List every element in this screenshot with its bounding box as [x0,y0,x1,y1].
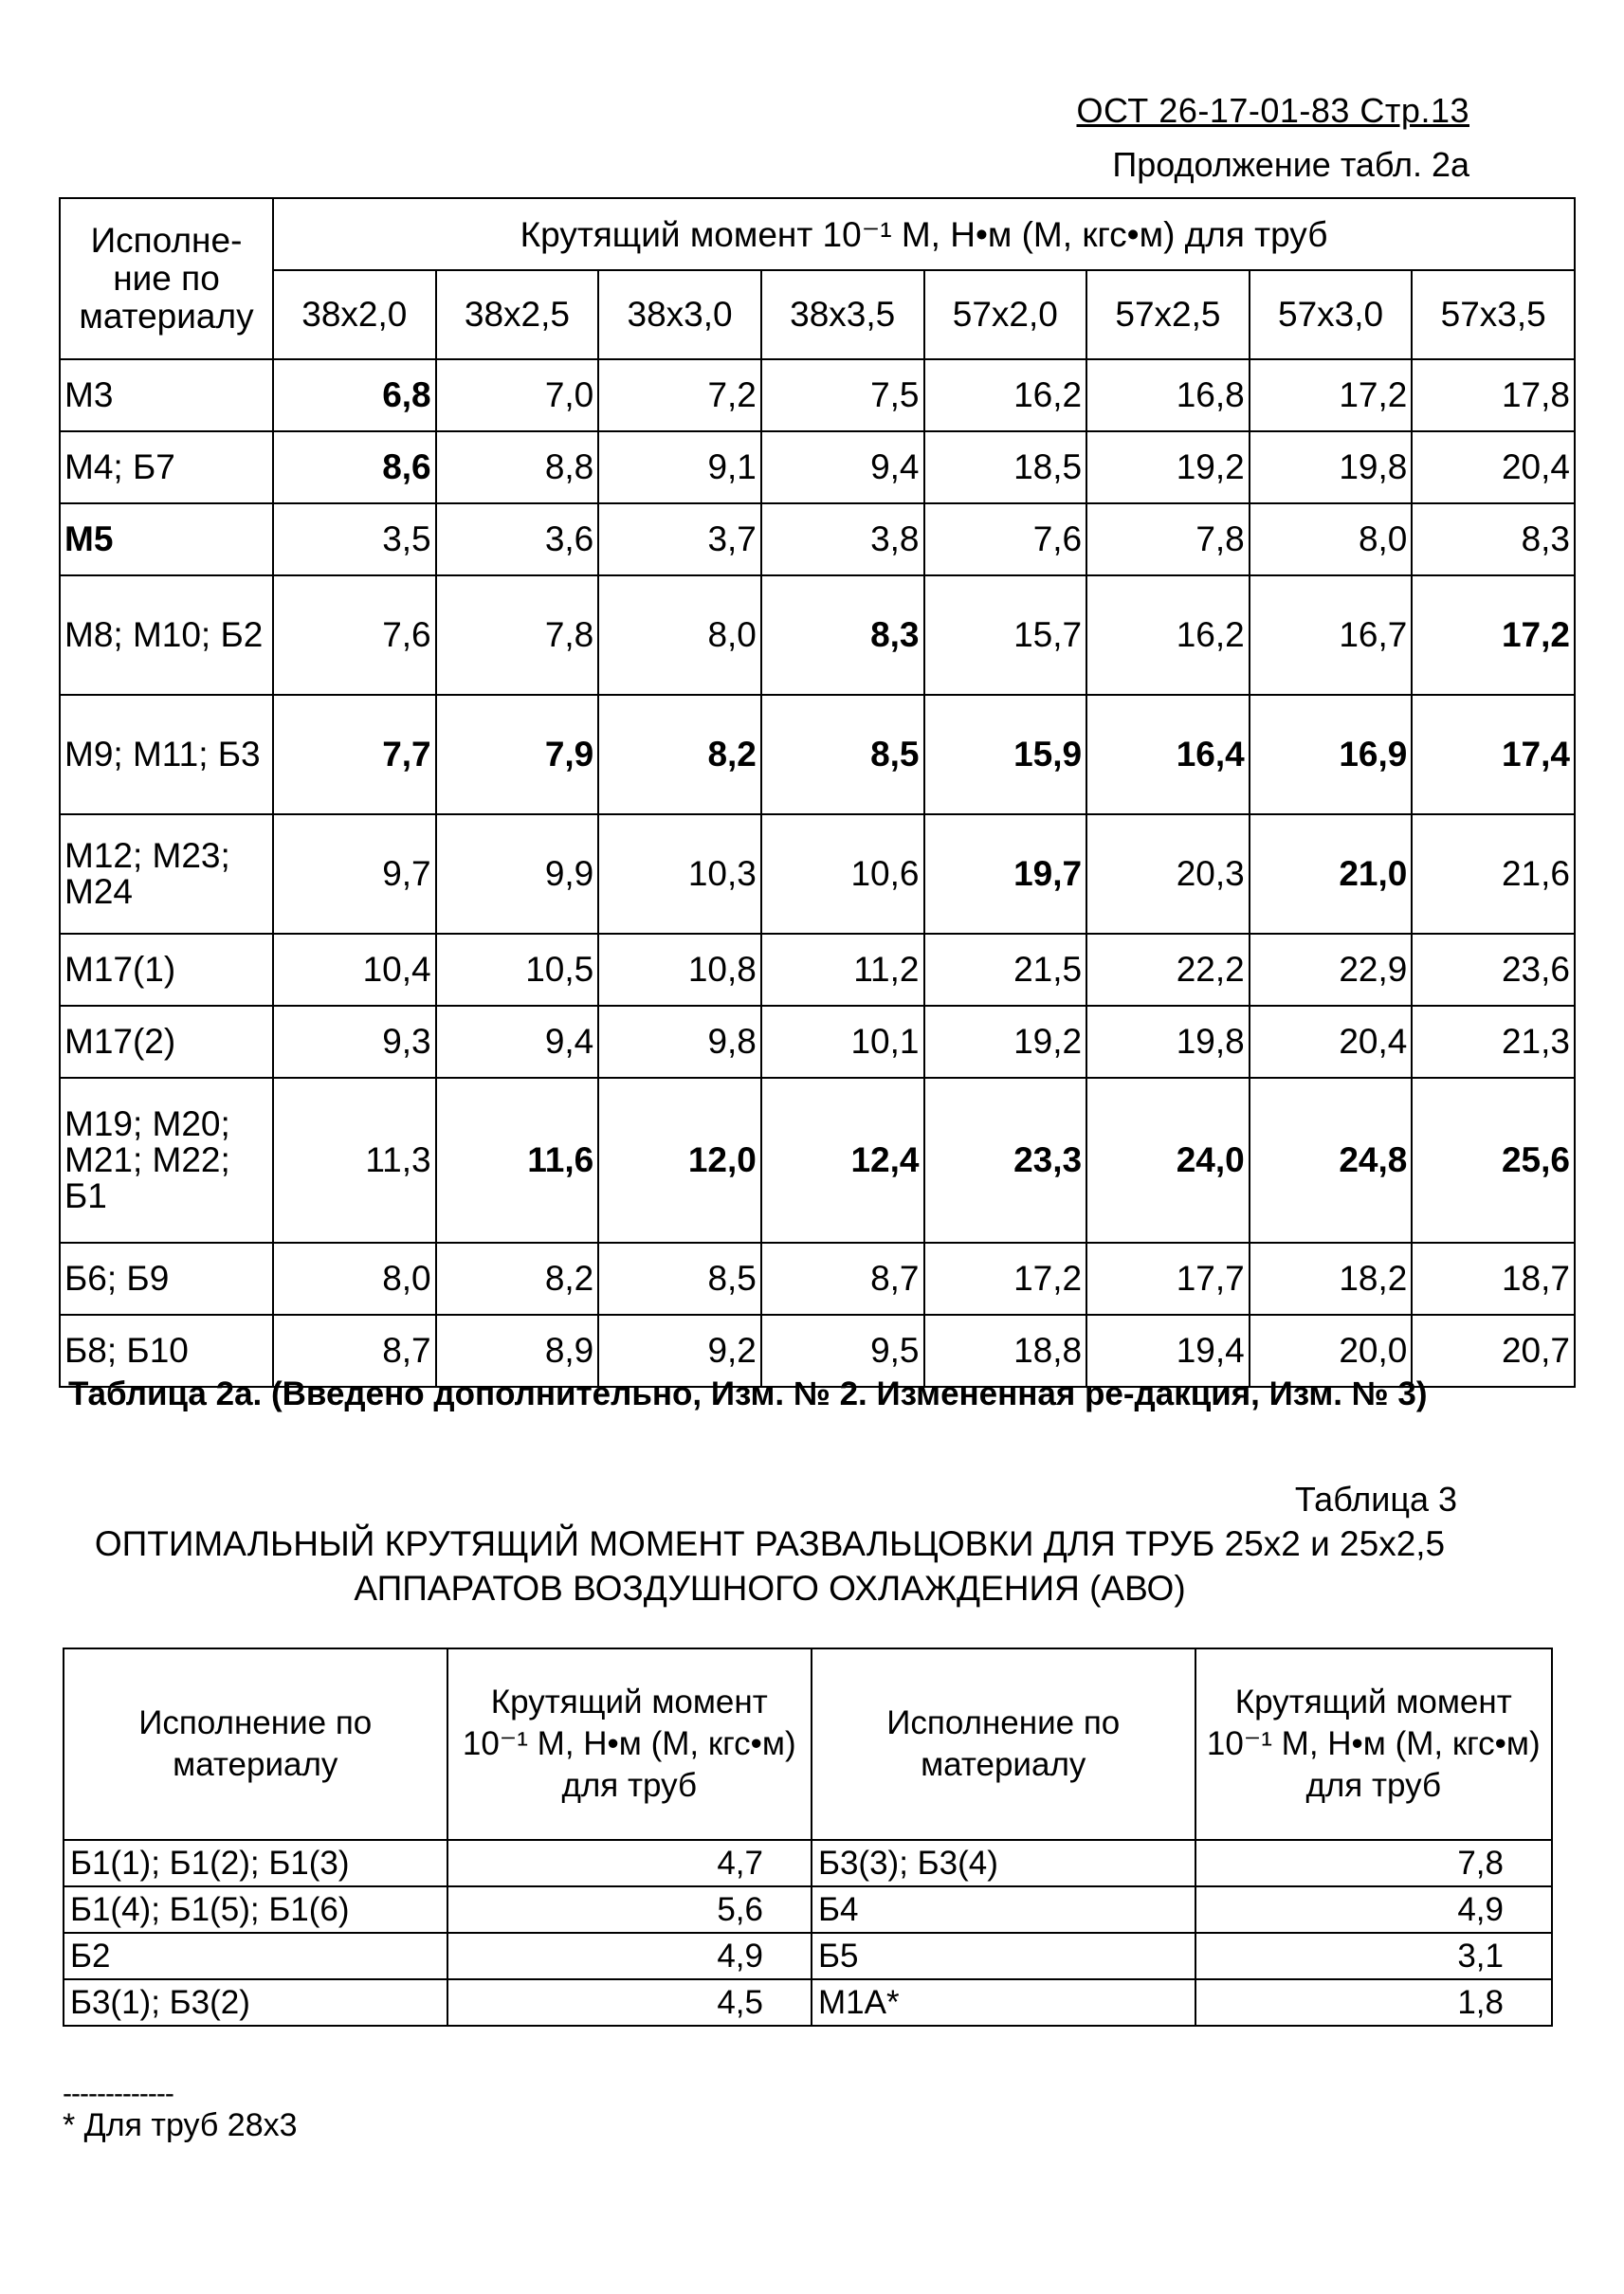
table-row [60,934,1575,1006]
torque-value-cell: 8,2 [436,1243,599,1315]
table-row [60,575,1575,695]
material-cell: М3 [60,359,273,431]
torque-column-group-header: Крутящий момент 10⁻¹ М, Н•м (М, кгс•м) для труб [273,198,1575,270]
material-column-header-left: Исполнение по материалу [64,1648,447,1840]
material-cell: Б3(3); Б3(4) [812,1840,1195,1886]
torque-value-cell: 22,2 [1086,934,1250,1006]
table-row [60,359,1575,431]
torque-value-cell: 10,8 [598,934,761,1006]
material-cell: Б1(1); Б1(2); Б1(3) [64,1840,447,1886]
material-cell: Б1(4); Б1(5); Б1(6) [64,1886,447,1933]
torque-value-cell: 7,6 [924,503,1087,575]
torque-value-cell: 10,3 [598,814,761,934]
pipe-size-header: 38x2,5 [436,270,599,359]
torque-value-cell: 1,8 [1195,1979,1553,2026]
material-cell: Б3(1); Б3(2) [64,1979,447,2026]
material-column-header: Исполне-ние по материалу [60,198,273,359]
table-row [60,1243,1575,1315]
material-cell: М5 [60,503,273,575]
torque-value-cell: 9,4 [761,431,924,503]
table-2a-amendment-note: Таблица 2а. (Введено дополнительно, Изм. № 2. Измененная ре-дакция, Изм. № 3) [68,1375,1428,1412]
torque-value-cell: 12,4 [761,1078,924,1243]
footnote-text: * Для труб 28х3 [63,2107,298,2143]
torque-value-cell: 25,6 [1412,1078,1575,1243]
torque-value-cell: 23,3 [924,1078,1087,1243]
torque-value-cell: 15,7 [924,575,1087,695]
torque-value-cell: 17,2 [1250,359,1413,431]
torque-value-cell: 19,2 [1086,431,1250,503]
torque-value-cell: 4,9 [1195,1886,1553,1933]
torque-value-cell: 4,7 [447,1840,812,1886]
torque-value-cell: 8,9 [436,1315,599,1387]
torque-value-cell: 23,6 [1412,934,1575,1006]
torque-value-cell: 19,4 [1086,1315,1250,1387]
torque-value-cell: 17,8 [1412,359,1575,431]
torque-value-cell: 20,4 [1412,431,1575,503]
torque-value-cell: 16,2 [1086,575,1250,695]
torque-value-cell: 9,4 [436,1006,599,1078]
torque-value-cell: 3,7 [598,503,761,575]
torque-value-cell: 17,2 [924,1243,1087,1315]
torque-value-cell: 8,3 [761,575,924,695]
torque-value-cell: 18,2 [1250,1243,1413,1315]
torque-value-cell: 3,6 [436,503,599,575]
torque-value-cell: 22,9 [1250,934,1413,1006]
torque-value-cell: 16,7 [1250,575,1413,695]
torque-value-cell: 9,8 [598,1006,761,1078]
torque-value-cell: 19,8 [1250,431,1413,503]
torque-value-cell: 20,4 [1250,1006,1413,1078]
table-row [60,1078,1575,1243]
torque-value-cell: 7,6 [273,575,436,695]
material-cell: Б4 [812,1886,1195,1933]
material-cell: М17(1) [60,934,273,1006]
torque-value-cell: 16,8 [1086,359,1250,431]
material-cell: Б6; Б9 [60,1243,273,1315]
torque-value-cell: 17,7 [1086,1243,1250,1315]
material-cell: Б5 [812,1933,1195,1979]
torque-value-cell: 9,3 [273,1006,436,1078]
torque-value-cell: 18,7 [1412,1243,1575,1315]
table-3-title: ОПТИМАЛЬНЫЙ КРУТЯЩИЙ МОМЕНТ РАЗВАЛЬЦОВКИ ДЛЯ ТРУБ 25х2 и 25х2,5 АППАРАТОВ ВОЗДУШНОГО ОХЛАЖДЕНИЯ (АВО) [94,1524,1446,1608]
torque-value-cell: 15,9 [924,695,1087,814]
material-cell: М4; Б7 [60,431,273,503]
torque-value-cell: 19,7 [924,814,1087,934]
pipe-size-header: 57x3,0 [1250,270,1413,359]
torque-column-header-left: Крутящий момент 10⁻¹ М, Н•м (М, кгс•м) для труб [447,1648,812,1840]
torque-value-cell: 19,2 [924,1006,1087,1078]
torque-value-cell: 18,8 [924,1315,1087,1387]
material-cell: М8; М10; Б2 [60,575,273,695]
torque-value-cell: 6,8 [273,359,436,431]
footnote-separator: ------------- [63,2078,173,2109]
table-row [64,1933,1552,1979]
torque-value-cell: 21,6 [1412,814,1575,934]
torque-value-cell: 20,0 [1250,1315,1413,1387]
torque-value-cell: 8,5 [761,695,924,814]
torque-value-cell: 8,8 [436,431,599,503]
material-cell: Б2 [64,1933,447,1979]
torque-value-cell: 8,0 [598,575,761,695]
torque-value-cell: 17,2 [1412,575,1575,695]
table-row [64,1840,1552,1886]
pipe-size-header: 38x3,5 [761,270,924,359]
material-cell: М12; М23; М24 [60,814,273,934]
table-row [60,503,1575,575]
torque-value-cell: 7,2 [598,359,761,431]
torque-value-cell: 9,1 [598,431,761,503]
torque-value-cell: 4,5 [447,1979,812,2026]
table-row [60,695,1575,814]
torque-value-cell: 10,5 [436,934,599,1006]
torque-value-cell: 17,4 [1412,695,1575,814]
torque-value-cell: 8,2 [598,695,761,814]
torque-column-header-right: Крутящий момент 10⁻¹ М, Н•м (М, кгс•м) для труб [1195,1648,1553,1840]
torque-value-cell: 10,1 [761,1006,924,1078]
torque-value-cell: 21,5 [924,934,1087,1006]
torque-value-cell: 10,4 [273,934,436,1006]
torque-value-cell: 19,8 [1086,1006,1250,1078]
torque-value-cell: 20,3 [1086,814,1250,934]
torque-value-cell: 7,8 [1195,1840,1553,1886]
pipe-size-header: 38x2,0 [273,270,436,359]
torque-value-cell: 16,4 [1086,695,1250,814]
torque-value-cell: 9,5 [761,1315,924,1387]
torque-value-cell: 8,7 [761,1243,924,1315]
torque-value-cell: 8,5 [598,1243,761,1315]
torque-value-cell: 8,7 [273,1315,436,1387]
torque-value-cell: 7,7 [273,695,436,814]
table-continuation-label: Продолжение табл. 2а [1112,145,1469,184]
torque-value-cell: 24,0 [1086,1078,1250,1243]
torque-value-cell: 9,9 [436,814,599,934]
torque-table-2a [59,197,1576,1388]
table-row [60,1006,1575,1078]
torque-value-cell: 21,0 [1250,814,1413,934]
torque-value-cell: 9,7 [273,814,436,934]
material-cell: Б8; Б10 [60,1315,273,1387]
pipe-size-header: 57x2,5 [1086,270,1250,359]
torque-value-cell: 20,7 [1412,1315,1575,1387]
torque-value-cell: 3,8 [761,503,924,575]
torque-value-cell: 10,6 [761,814,924,934]
material-cell: М1А* [812,1979,1195,2026]
torque-table-3 [63,1648,1553,2027]
material-cell: М9; М11; Б3 [60,695,273,814]
torque-value-cell: 16,9 [1250,695,1413,814]
torque-value-cell: 12,0 [598,1078,761,1243]
torque-value-cell: 18,5 [924,431,1087,503]
pipe-size-header: 38x3,0 [598,270,761,359]
material-column-header-right: Исполнение по материалу [812,1648,1195,1840]
torque-value-cell: 21,3 [1412,1006,1575,1078]
material-cell: М19; М20; М21; М22; Б1 [60,1078,273,1243]
torque-value-cell: 11,2 [761,934,924,1006]
torque-value-cell: 3,5 [273,503,436,575]
pipe-size-header: 57x3,5 [1412,270,1575,359]
table-3-label: Таблица 3 [1294,1480,1457,1519]
torque-value-cell: 3,1 [1195,1933,1553,1979]
torque-value-cell: 8,0 [1250,503,1413,575]
torque-value-cell: 7,9 [436,695,599,814]
table-row [60,814,1575,934]
torque-value-cell: 11,6 [436,1078,599,1243]
torque-value-cell: 7,8 [1086,503,1250,575]
pipe-size-header: 57x2,0 [924,270,1087,359]
torque-value-cell: 16,2 [924,359,1087,431]
document-reference: ОСТ 26-17-01-83 Стр.13 [1076,91,1469,130]
torque-value-cell: 7,8 [436,575,599,695]
torque-value-cell: 7,5 [761,359,924,431]
torque-value-cell: 5,6 [447,1886,812,1933]
torque-value-cell: 8,3 [1412,503,1575,575]
torque-value-cell: 9,2 [598,1315,761,1387]
torque-value-cell: 4,9 [447,1933,812,1979]
torque-value-cell: 8,6 [273,431,436,503]
table-row [60,431,1575,503]
torque-value-cell: 7,0 [436,359,599,431]
material-cell: М17(2) [60,1006,273,1078]
table-row [64,1979,1552,2026]
table-row [64,1886,1552,1933]
torque-value-cell: 24,8 [1250,1078,1413,1243]
torque-value-cell: 8,0 [273,1243,436,1315]
torque-value-cell: 11,3 [273,1078,436,1243]
